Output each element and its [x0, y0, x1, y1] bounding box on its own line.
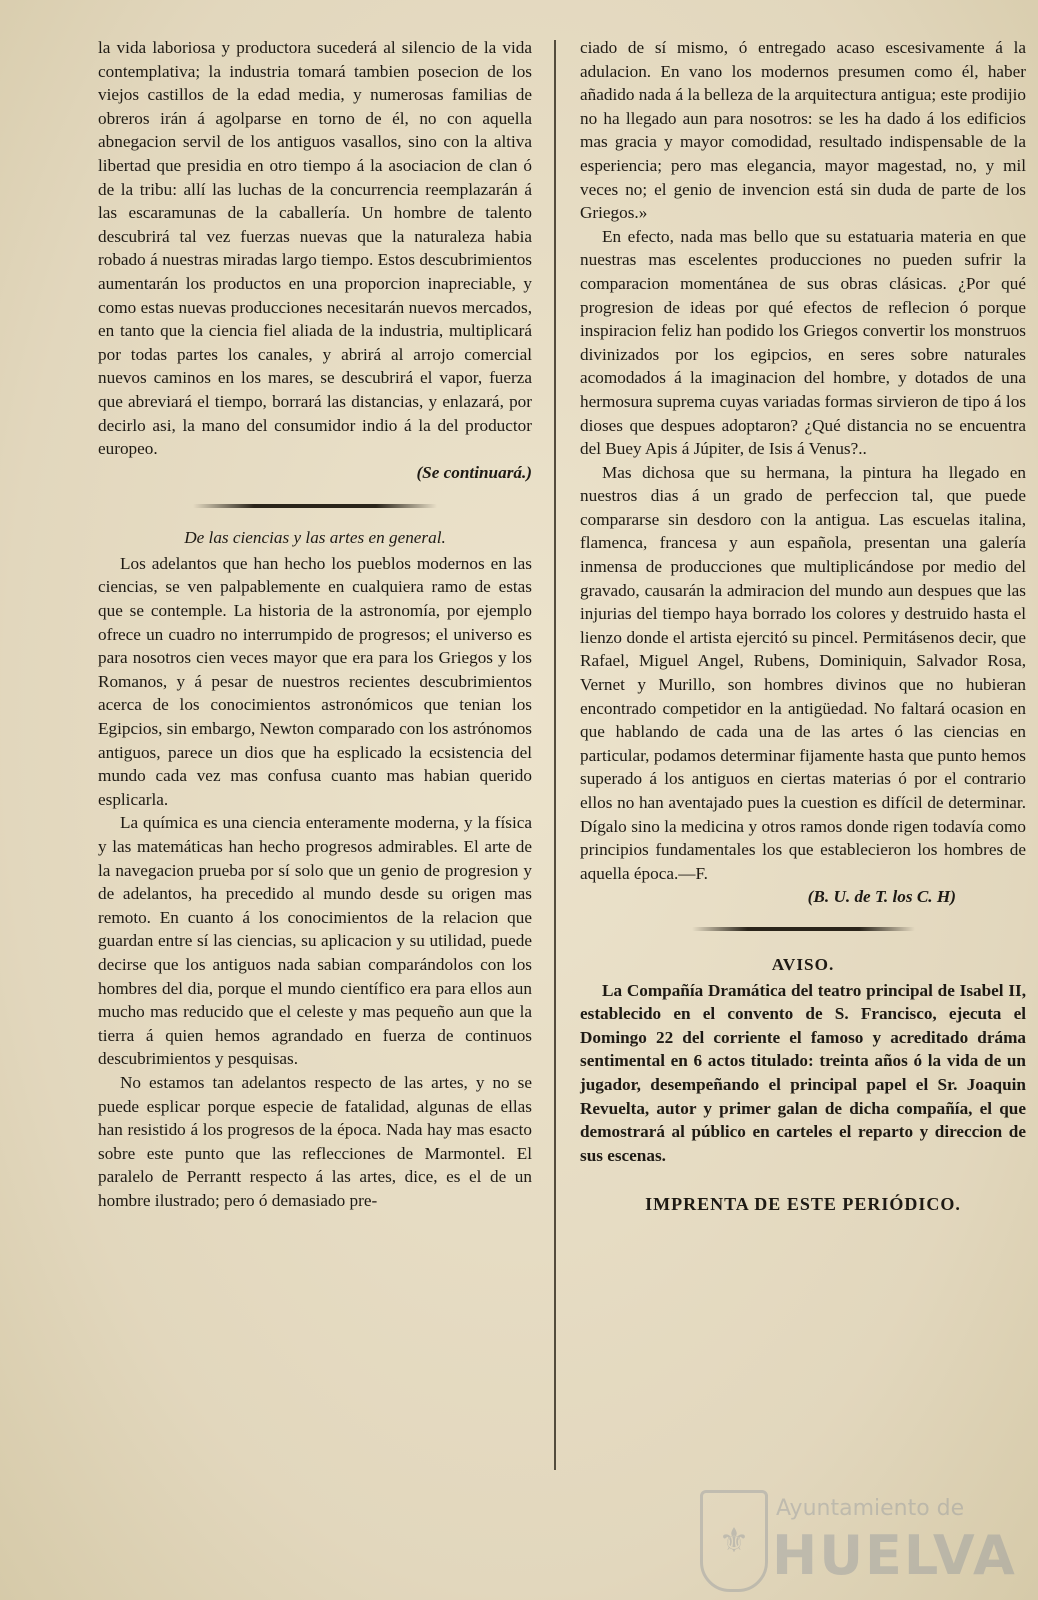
aviso-title: AVISO. — [771, 954, 835, 974]
article-signature: (B. U. de T. los C. H) — [807, 887, 956, 907]
section-rule — [193, 504, 436, 508]
continued-note: (Se continuará.) — [416, 462, 532, 482]
left-column — [98, 36, 532, 1213]
printer-imprint: IMPRENTA DE ESTE PERIÓDICO. — [645, 1194, 961, 1215]
aviso-body: La Compañía Dramática del teatro principal de Isabel II, establecido en el convento de S. Francisco, ejecuta el Domingo 22 del corriente el famoso y acreditado dráma sentimental en 6 actos titulado: treinta años ó la vida de un jugador, desempeñando el principal papel el Sr. Joaquin Revuelta, autor y primer galan de dicha compañía, el que demostrará al público en carteles el reparto y direccion de sus escenas. — [580, 980, 1026, 1165]
column-divider — [554, 40, 556, 1470]
article-paragraph: La química es una ciencia enteramente moderna, y la física y las matemáticas han hecho progresos admirables. El arte de la navegacion prueba por sí solo que un genio de progresion y de adelantos, ha precedido al mundo desde su origen mas remoto. En cuanto á los conocimientos de la relacion que guardan entre sí las ciencias, su aplicacion y su utilidad, puede decirse que los antiguos nada sabian comparándolos con los hombres del dia, porque el mundo científico era para ellos aun mucho mas reducido que el celeste y mas pequeño aun que la tierra á quien hemos agrandado en fuerza de continuos descubrimientos y pesquisas. — [98, 813, 532, 1069]
watermark-line2: HUELVA — [772, 1524, 1017, 1587]
article-paragraph: En efecto, nada mas bello que su estatuaria materia en que nuestras mas escelentes producciones no pueden sufrir la comparacion momentánea de sus obras clásicas. ¿Por qué progresion de ideas por qué efectos de reflecion ó porque inspiracion feliz han podido los Griegos convertir los monstruos divinizados por los egipcios, en seres sobre naturales acomodados á la imaginacion del hombre, y dotados de una hermosura suprema cuyas variadas formas sirvieron de tipo á los dioses que despues adoptaron? ¿Qué distancia no se encuentra del Buey Apis á Júpiter, de Isis á Venus?.. — [580, 226, 1026, 459]
article-paragraph: Mas dichosa que su hermana, la pintura ha llegado en nuestros dias á un grado de perfeccion tal, que puede compararse sin desdoro con la antigua. Las escuelas italina, flamenca, francesa y aun española, presentan una galería inmensa de producciones que multiplicándose por medio del gravado, causarán la admiracion del mundo aun despues que las injurias del tiempo haya borrado los colores y destruido hasta el lienzo donde el artista ejercitó su pincel. Permitásenos decir, que Rafael, Miguel Angel, Rubens, Dominiquin, Salvador Rosa, Vernet y Murillo, son hombres divinos que no hubieran encontrado competidor en la antigüedad. No faltará ocasion en que hablando de cada una de las artes ó las ciencias en particular, podamos determinar fijamente hasta que punto hemos superado á los antiguos en ciertas materias ó por el contrario ellos no han aventajado pues la cuestion es difícil de determinar. Dígalo sino la medicina y otros ramos donde rigen todavía como principios fundamentales los que establecieron los hombres de aquella época.—F. — [580, 462, 1026, 883]
archive-watermark — [700, 1490, 1017, 1590]
watermark-line1: Ayuntamiento de — [776, 1496, 965, 1521]
section-rule — [692, 927, 915, 931]
shield-icon: ⚜ — [700, 1490, 768, 1592]
article-paragraph: Los adelantos que han hecho los pueblos modernos en las ciencias, se ven palpablemente en cualquiera ramo de estas que se contemple. La historia de la astronomía, por ejemplo ofrece un cuadro no interrumpido de progresos; el universo es para nosotros cien veces mayor que era para los Griegos y los Romanos, y á pesar de nuestros recientes descubrimientos acerca de los conocimientos astronómicos que tenian los Egipcios, sin embargo, Newton comparado con los astrónomos antiguos, parece un dios que ha esplicado la ecsistencia del mundo cada vez mas confusa cuanto mas habian querido esplicarla. — [98, 553, 532, 809]
right-column — [580, 36, 1026, 1217]
article-title: De las ciencias y las artes en general. — [184, 528, 446, 548]
article-paragraph: No estamos tan adelantos respecto de las artes, y no se puede esplicar porque especie de fatalidad, algunas de ellas han resistido á los progresos de la época. Nada hay mas esacto sobre este punto que las reflecciones de Marmontel. El paralelo de Perrantt respecto á las artes, dice, es el de un hombre ilustrado; pero ó demasiado pre- — [98, 1072, 532, 1210]
continued-article-text: la vida laboriosa y productora sucederá al silencio de la vida contemplativa; la industria tomará tambien posecion de los viejos castillos de la edad media, y numerosas familias de obreros irán á agolparse en torno de él, no con aquella abnegacion servil de los antiguos vasallos, sino con la altiva libertad que presidia en otro tiempo á la asociacion de clan ó de la tribu: allí las luchas de la concurrencia reemplazarán á las escaramunas de la caballería. Un hombre de talento descubrirá tal vez fuerzas nuevas que la naturaleza habia robado á nuestras miradas largo tiempo. Estos descubrimientos aumentarán los productos en una proporcion inapreciable, y como estas nuevas producciones necesitarán nuevos mercados, en tanto que la ciencia fiel aliada de la industria, multiplicará por todas partes los canales, y abrirá al arrojo comercial nuevos caminos en los mares, se descubrirá el vapor, fuerza que abreviará el tiempo, borrará las distancias, y enlazará, por decirlo asi, la mano del consumidor indio á la del productor europeo. — [98, 38, 532, 459]
article-paragraph: ciado de sí mismo, ó entregado acaso escesivamente á la adulacion. En vano los modernos presumen como él, haber añadido nada á la belleza de la arquitectura antigua; este prodijio no ha llegado aun para nosotros: se les ha dado á los edificios mas gracia y mayor comodidad, resultado indispensable de la esperiencia; pero mas elegancia, mayor magestad, no, y mil veces no; el genio de invencion está sin duda de parte de los Griegos.» — [580, 38, 1026, 223]
